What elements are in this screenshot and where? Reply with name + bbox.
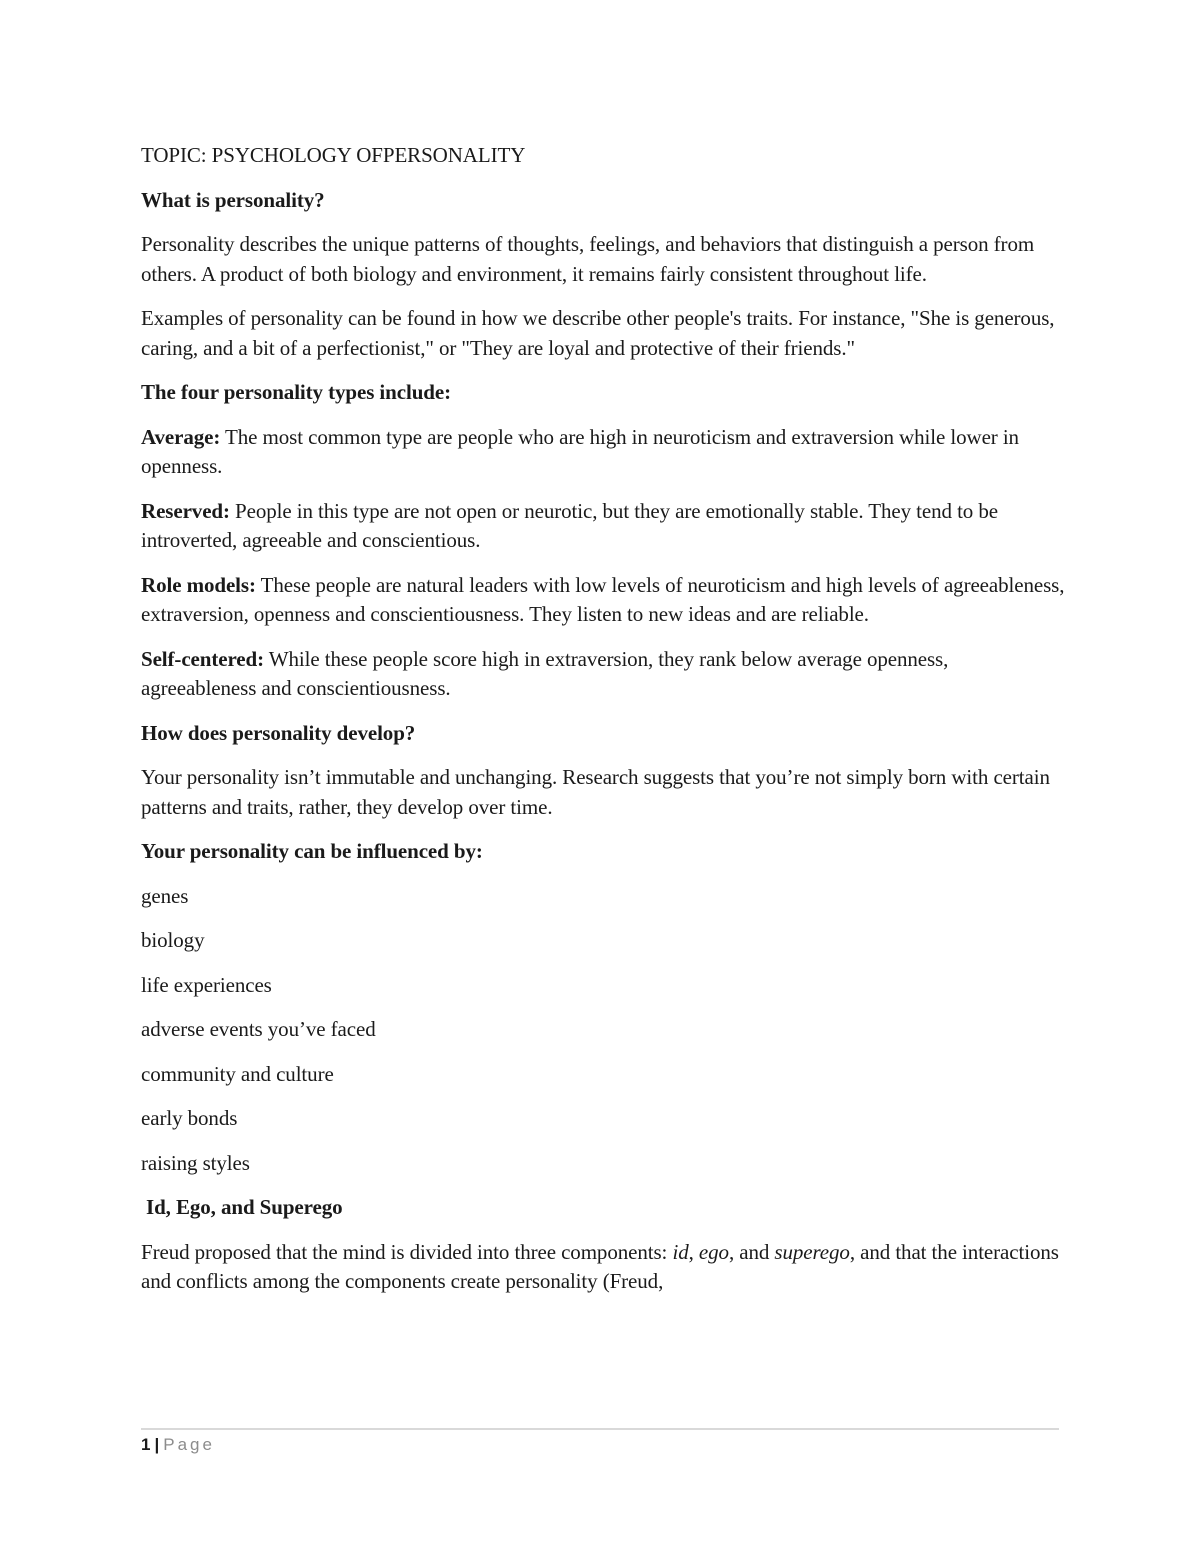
influence-item-biology: biology [141,928,205,952]
type-average [141,423,1066,482]
footer-separator: | [154,1435,160,1454]
influence-item-genes: genes [141,883,189,908]
freud-and: , and [728,1239,775,1264]
freud-text-end: , and that the interactions and conflicts among the components create personality (Freud, [141,1239,1059,1293]
type-label: Self-centered: [141,646,264,671]
page-footer [141,1433,215,1457]
page-label: Page [163,1435,215,1454]
term-id: id [672,1239,689,1264]
influence-item-adverse-events: adverse events you’ve faced [141,1017,376,1041]
type-label: Average: [141,424,221,449]
document-body [141,141,1066,1312]
type-description: These people are natural leaders with low levels of neuroticism and high levels of agreeableness, extraversion, openness and conscientiousness. They listen to new ideas and are reliable. [141,572,1065,626]
influence-item-raising-styles: raising styles [141,1150,250,1175]
type-reserved [141,497,1066,556]
freud-comma: , [688,1239,699,1264]
term-superego: superego [774,1239,850,1264]
page-number: 1 [141,1435,151,1454]
what-is-personality-heading: What is personality? [141,187,325,212]
freud-paragraph [141,1238,1066,1297]
develop-paragraph: Your personality isn’t immutable and unchanging. Research suggests that you’re not simply born with certain patterns and traits, rather, they develop over time. [141,765,1050,819]
influence-item-early-bonds: early bonds [141,1106,238,1130]
personality-definition-paragraph: Personality describes the unique patterns of thoughts, feelings, and behaviors that distinguish a person from others. A product of both biology and environment, it remains fairly consistent throughout life. [141,232,1035,286]
freud-text-start: Freud proposed that the mind is divided into three components: [141,1239,673,1264]
type-role-models [141,571,1066,630]
develop-heading: How does personality develop? [141,720,416,745]
personality-examples-paragraph: Examples of personality can be found in how we describe other people's traits. For instance, "She is generous, caring, and a bit of a perfectionist," or "They are loyal and protective of their friends." [141,306,1055,360]
type-description: While these people score high in extraversion, they rank below average openness, agreeableness and conscientiousness. [141,646,949,700]
term-ego: ego [698,1239,729,1264]
freud-heading: Id, Ego, and Superego [146,1195,343,1219]
type-label: Role models: [141,572,256,597]
influence-heading: Your personality can be influenced by: [141,839,483,863]
four-types-heading: The four personality types include: [141,380,451,404]
type-description: The most common type are people who are high in neuroticism and extraversion while lower in openness. [141,424,1019,478]
influence-item-life-experiences: life experiences [141,972,272,997]
topic-line: TOPIC: PSYCHOLOGY OFPERSONALITY [141,143,526,167]
type-label: Reserved: [141,498,230,523]
type-description: People in this type are not open or neurotic, but they are emotionally stable. They tend to be introverted, agreeable and conscientious. [141,498,998,552]
footer-divider [141,1428,1059,1430]
influence-item-community-culture: community and culture [141,1061,334,1086]
type-self-centered [141,645,1066,704]
